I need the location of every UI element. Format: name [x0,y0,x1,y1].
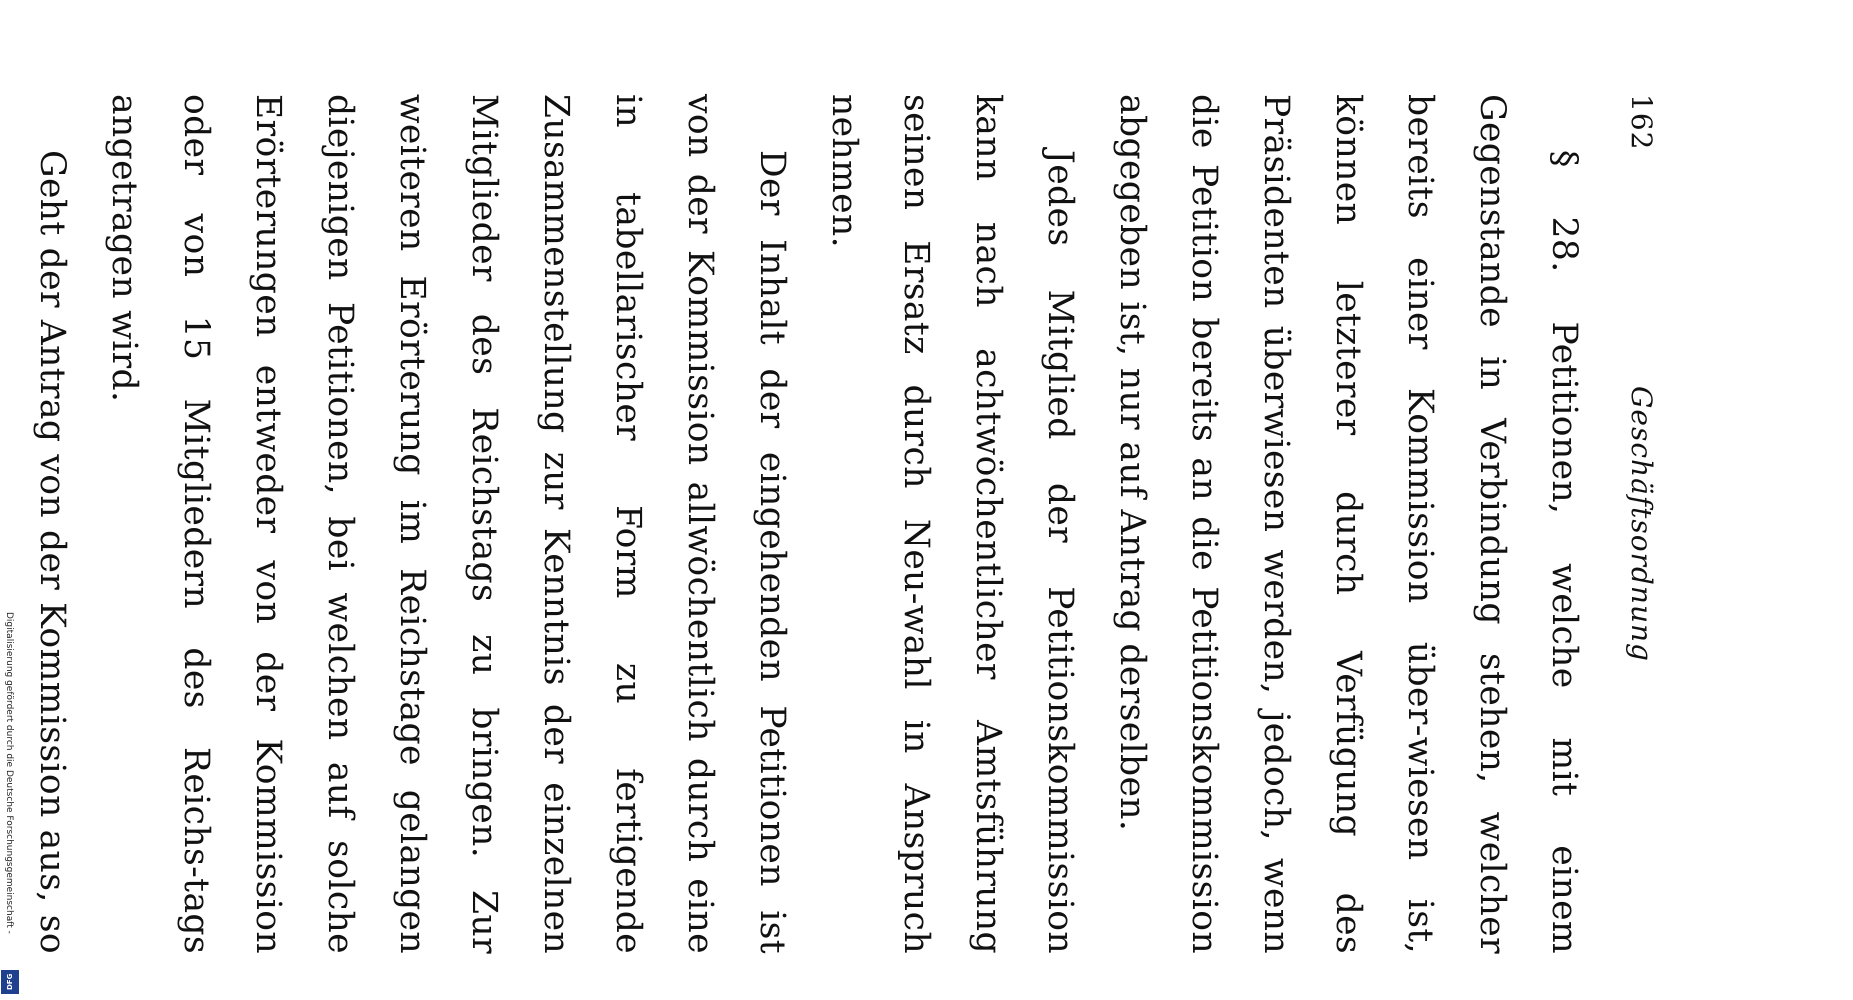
digitization-credit: Digitalisierung gefördert durch die Deutsche Forschungsgemeinschaft - [4,612,14,934]
paragraph-petition-content: Der Inhalt der eingehenden Petitionen ist von der Kommission allwöchentlich durch eine in tabellarischer Form zu fertigende Zusammenstellung zur Kenntnis der einzelnen Mitglieder des Reichstags zu bringen. Zur weiteren Erörterung im Reichstage gelangen diejenigen Petitionen, bei welchen auf solche Erörterungen entweder von der Kommission oder von 15 Mitgliedern des Reichs-tags angetragen wird. [104,94,792,954]
running-head: Geschäftsordnung [1625,386,1658,662]
paragraph-28: § 28. Petitionen, welche mit einem Gegenstande in Verbindung stehen, welcher bereits einer Kommission über-wiesen ist, können letzterer durch Verfügung des Präsidenten überwiesen werden, jedoch, wenn die Petition bereits an die Petitionskommission abgegeben ist, nur auf Antrag derselben. [1112,94,1584,954]
paragraph-member-replacement: Jedes Mitglied der Petitionskommission kann nach achtwöchentlicher Amtsführung seinen Ersatz durch Neu-wahl in Anspruch nehmen. [824,94,1080,954]
dfg-logo: DFG [1,970,19,994]
scanned-page [32,94,1658,954]
page-header [1600,94,1658,954]
page-body [0,94,1600,954]
page-number: 162 [1625,94,1658,151]
paragraph-commission-report: Geht der Antrag von der Kommission aus, so [32,150,72,954]
